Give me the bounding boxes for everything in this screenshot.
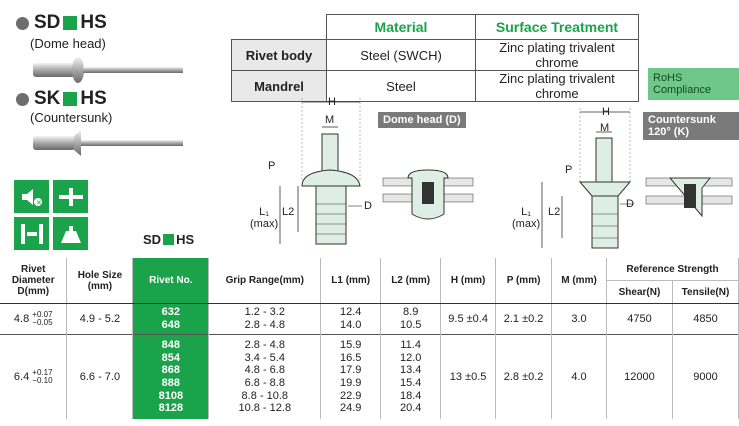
diameter-value: 6.4 [13, 370, 30, 383]
m-cell: 3.0 [552, 304, 607, 335]
label-m-dome: M [325, 114, 335, 126]
material-value: Steel [327, 71, 476, 102]
grip-value: 2.8 - 4.8 [244, 339, 285, 352]
diameter-value: 4.8 [13, 312, 30, 325]
col-h: H (mm) [441, 258, 496, 304]
table-row [0, 304, 739, 335]
l1-value: 22.9 [340, 389, 362, 402]
h-cell: 9.5 ±0.4 [441, 304, 496, 335]
l1-cell [321, 335, 381, 420]
col-rivet-no: Rivet No. [133, 258, 209, 304]
l2-value: 15.4 [399, 377, 422, 389]
header-empty [232, 15, 327, 40]
title-right: HS [80, 88, 107, 109]
product-title-sd [16, 12, 107, 34]
material-value: Steel (SWCH) [327, 40, 476, 71]
label-l2-ck: L2 [548, 206, 561, 218]
header-surface: Surface Treatment [476, 15, 639, 40]
joint-icon [53, 180, 88, 213]
tensile-cell: 4850 [672, 304, 738, 335]
col-hole: Hole Size (mm) [67, 258, 133, 304]
col-l2: L2 (mm) [381, 258, 441, 304]
material-table [231, 14, 639, 102]
rivet-no: 854 [161, 351, 181, 364]
rivet-no: 648 [161, 319, 181, 331]
l1-value: 19.9 [340, 377, 362, 389]
col-shear: Shear(N) [607, 281, 673, 304]
m-cell: 4.0 [552, 335, 607, 420]
spec-table [0, 258, 739, 419]
col-ref-strength: Reference Strength [607, 258, 739, 281]
label-h-dome: H [328, 96, 336, 108]
diameter-cell [0, 304, 67, 335]
countersunk-label: Countersunk 120° (K) [643, 112, 739, 140]
bullet-icon [16, 17, 29, 30]
l1-value: 16.5 [340, 351, 362, 364]
feature-icons [14, 180, 88, 250]
l2-value: 20.4 [399, 402, 422, 415]
l2-value: 13.4 [399, 364, 422, 377]
label-p-ck: P [565, 164, 573, 176]
rivet-no: 632 [161, 306, 181, 319]
green-square-icon [163, 234, 174, 245]
weight-icon [53, 217, 88, 250]
clamp-icon [14, 217, 49, 250]
label-d-dome: D [364, 200, 372, 212]
shear-cell: 4750 [607, 304, 673, 335]
l1-cell [321, 304, 381, 335]
title-left: SD [34, 12, 61, 33]
shear-cell: 12000 [607, 335, 673, 420]
label-d-ck: D [626, 198, 634, 210]
rivet-no-cell [133, 335, 209, 420]
col-l1: L1 (mm) [321, 258, 381, 304]
grip-cell [209, 304, 321, 335]
tol-plus: +0.07 [32, 310, 53, 319]
l2-value: 12.0 [399, 351, 422, 364]
p-cell: 2.8 ±0.2 [496, 335, 552, 420]
noise-reduction-icon [14, 180, 49, 213]
rivet-no: 868 [161, 364, 181, 377]
diameter-cell [0, 335, 67, 420]
hole-cell: 4.9 - 5.2 [67, 304, 133, 335]
table-row [0, 335, 739, 420]
product-subtitle-sk: (Countersunk) [30, 110, 113, 125]
grip-value: 3.4 - 5.4 [244, 351, 285, 364]
grip-value: 10.8 - 12.8 [238, 402, 292, 415]
part-label: Rivet body [232, 40, 327, 71]
svg-text:✕: ✕ [35, 199, 42, 207]
series-left: SD [143, 232, 162, 247]
title-left: SK [34, 88, 61, 109]
l1-max-text: (max) [250, 218, 279, 230]
grip-value: 4.8 - 6.8 [244, 364, 285, 377]
col-grip: Grip Range(mm) [209, 258, 321, 304]
col-p: P (mm) [496, 258, 552, 304]
dome-rivet-photo [28, 55, 188, 85]
green-square-icon [63, 16, 77, 30]
series-right: HS [176, 232, 195, 247]
label-h-ck: H [602, 106, 610, 118]
tol-minus: −0.10 [32, 376, 53, 385]
l1-text: L₁ [521, 206, 531, 218]
l2-value: 18.4 [399, 389, 422, 402]
part-label: Mandrel [232, 71, 327, 102]
material-row [232, 40, 639, 71]
rivet-no: 848 [161, 339, 181, 352]
rivet-no: 888 [161, 377, 181, 389]
h-cell: 13 ±0.5 [441, 335, 496, 420]
l1-value: 12.4 [340, 306, 362, 319]
bullet-icon [16, 93, 29, 106]
rivet-no-cell [133, 304, 209, 335]
green-square-icon [63, 92, 77, 106]
col-tensile: Tensile(N) [672, 281, 738, 304]
l2-cell [381, 304, 441, 335]
l1-value: 17.9 [340, 364, 362, 377]
l1-max-text: (max) [512, 218, 541, 230]
treatment-value: Zinc plating trivalent chrome [476, 40, 639, 71]
col-m: M (mm) [552, 258, 607, 304]
label-l2-dome: L2 [282, 206, 295, 218]
countersunk-rivet-photo [28, 128, 188, 158]
grip-value: 2.8 - 4.8 [244, 319, 285, 331]
grip-value: 8.8 - 10.8 [241, 389, 289, 402]
rohs-badge: RoHS Compliance [648, 68, 739, 100]
label-m-ck: M [600, 122, 610, 134]
label-l1-ck [512, 206, 540, 230]
tol-minus: −0.05 [32, 318, 53, 327]
product-subtitle-sd: (Dome head) [30, 36, 106, 51]
l1-value: 24.9 [340, 402, 362, 415]
header-material: Material [327, 15, 476, 40]
col-diameter: Rivet Diameter D(mm) [0, 258, 67, 304]
rivet-no: 8108 [158, 389, 184, 402]
grip-cell [209, 335, 321, 420]
label-l1-dome [250, 206, 278, 230]
grip-value: 6.8 - 8.8 [244, 377, 285, 389]
product-title-sk [16, 88, 107, 110]
l1-value: 15.9 [340, 339, 362, 352]
tol-plus: +0.17 [32, 368, 53, 377]
l2-value: 11.4 [400, 339, 421, 352]
grip-value: 1.2 - 3.2 [244, 306, 285, 319]
l2-value: 10.5 [399, 319, 422, 331]
rivet-no: 8128 [158, 402, 184, 415]
l1-text: L₁ [259, 206, 269, 218]
title-right: HS [80, 12, 107, 33]
p-cell: 2.1 ±0.2 [496, 304, 552, 335]
tensile-cell: 9000 [672, 335, 738, 420]
treatment-value: Zinc plating trivalent chrome [476, 71, 639, 102]
dome-head-label: Dome head (D) [378, 112, 466, 128]
hole-cell: 6.6 - 7.0 [67, 335, 133, 420]
l1-value: 14.0 [340, 319, 362, 331]
table-series-label [143, 232, 194, 247]
label-p-dome: P [268, 160, 276, 172]
l2-cell [381, 335, 441, 420]
l2-value: 8.9 [403, 306, 419, 319]
